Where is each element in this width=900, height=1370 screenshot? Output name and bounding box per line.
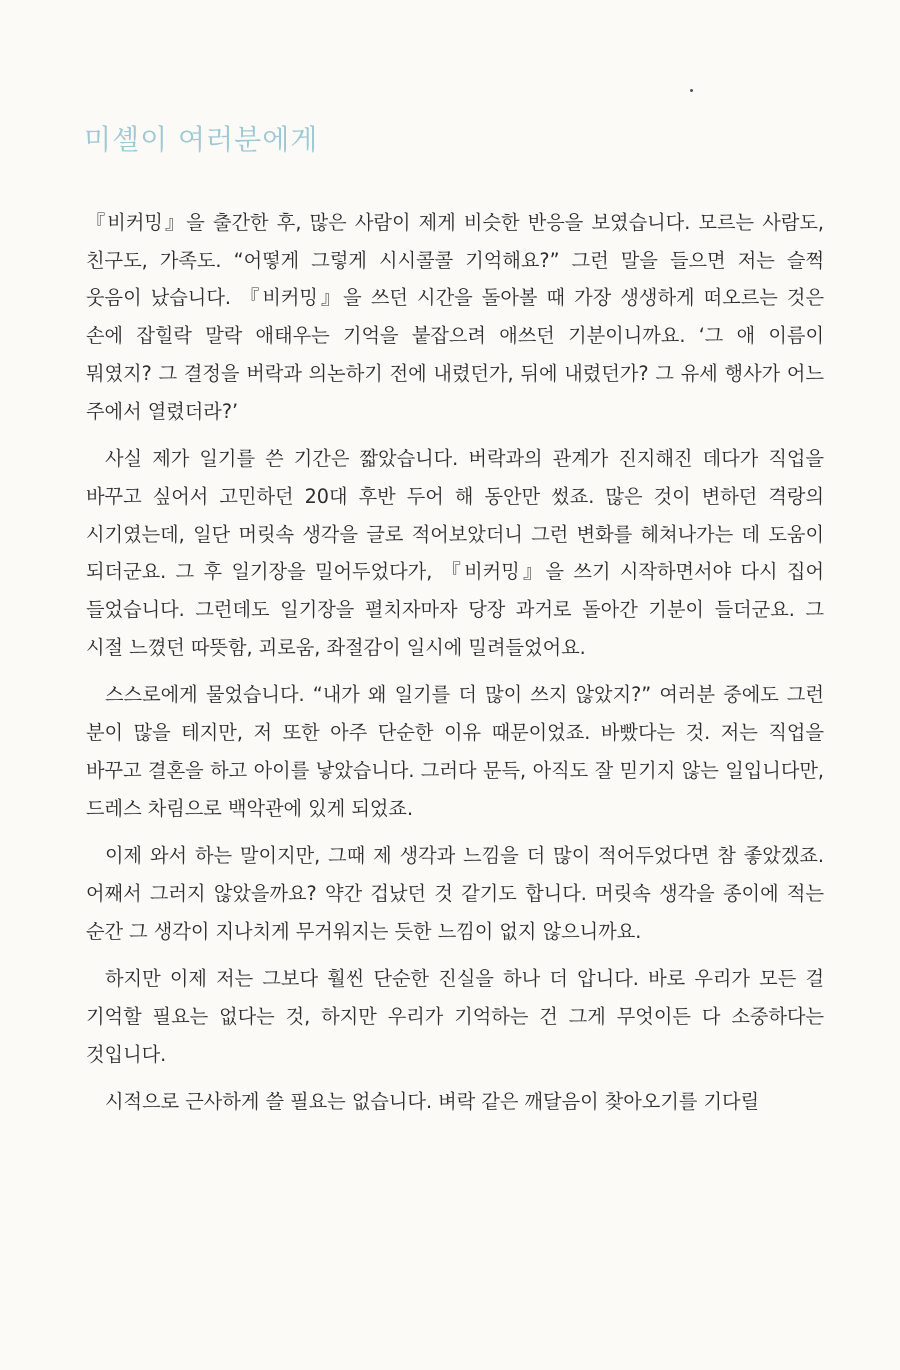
- ink-dot: [690, 89, 693, 92]
- paragraph-5: 하지만 이제 저는 그보다 훨씬 단순한 진실을 하나 더 압니다. 바로 우리가 모든 걸 기억할 필요는 없다는 것, 하지만 우리가 기억하는 건 그게 무엇이든 다 소중하다는 것입니다.: [86, 967, 824, 1066]
- paragraph-2: 사실 제가 일기를 쓴 기간은 짧았습니다. 버락과의 관계가 진지해진 데다가 직업을 바꾸고 싶어서 고민하던 20대 후반 두어 해 동안만 썼죠. 많은 것이 변하던 격랑의 시기였는데, 일단 머릿속 생각을 글로 적어보았더니 그런 변화를 헤쳐나가는 데 도움이 되더군요. 그 후 일기장을 밀어두었다가, 『비커밍』을 쓰기 시작하면서야 다시 집어 들었습니다. 그런데도 일기장을 펼치자마자 당장 과거로 돌아간 기분이 들더군요. 그 시절 느꼈던 따뜻함, 괴로움, 좌절감이 일시에 밀려들었어요.: [86, 447, 824, 659]
- paragraph-4: 이제 와서 하는 말이지만, 그때 제 생각과 느낌을 더 많이 적어두었다면 참 좋았겠죠. 어째서 그러지 않았을까요? 약간 겁났던 것 같기도 합니다. 머릿속 생각을 종이에 적는 순간 그 생각이 지나치게 무거워지는 듯한 느낌이 없지 않으니까요.: [86, 844, 824, 943]
- paragraph-6: 시적으로 근사하게 쓸 필요는 없습니다. 벼락 같은 깨달음이 찾아오기를 기다릴: [105, 1090, 760, 1114]
- body-text: [86, 204, 824, 1121]
- paragraph-3: 스스로에게 물었습니다. “내가 왜 일기를 더 많이 쓰지 않았지?” 여러분 중에도 그런 분이 많을 테지만, 저 또한 아주 단순한 이유 때문이었죠. 바빴다는 것. 저는 직업을 바꾸고 결혼을 하고 아이를 낳았습니다. 그러다 문득, 아직도 잘 믿기지 않는 일입니다만, 드레스 차림으로 백악관에 있게 되었죠.: [86, 683, 824, 820]
- paragraph-1: 『비커밍』을 출간한 후, 많은 사람이 제게 비슷한 반응을 보였습니다. 모르는 사람도, 친구도, 가족도. “어떻게 그렇게 시시콜콜 기억해요?” 그런 말을 들으면 저는 슬쩍 웃음이 났습니다. 『비커밍』을 쓰던 시간을 돌아볼 때 가장 생생하게 떠오르는 것은 손에 잡힐락 말락 애태우는 기억을 붙잡으려 애쓰던 기분이니까요. ‘그 애 이름이 뭐였지? 그 결정을 버락과 의논하기 전에 내렸던가, 뒤에 내렸던가? 그 유세 행사가 어느 주에서 열렸더라?’: [86, 211, 824, 423]
- chapter-heading: 미셸이 여러분에게: [84, 123, 319, 156]
